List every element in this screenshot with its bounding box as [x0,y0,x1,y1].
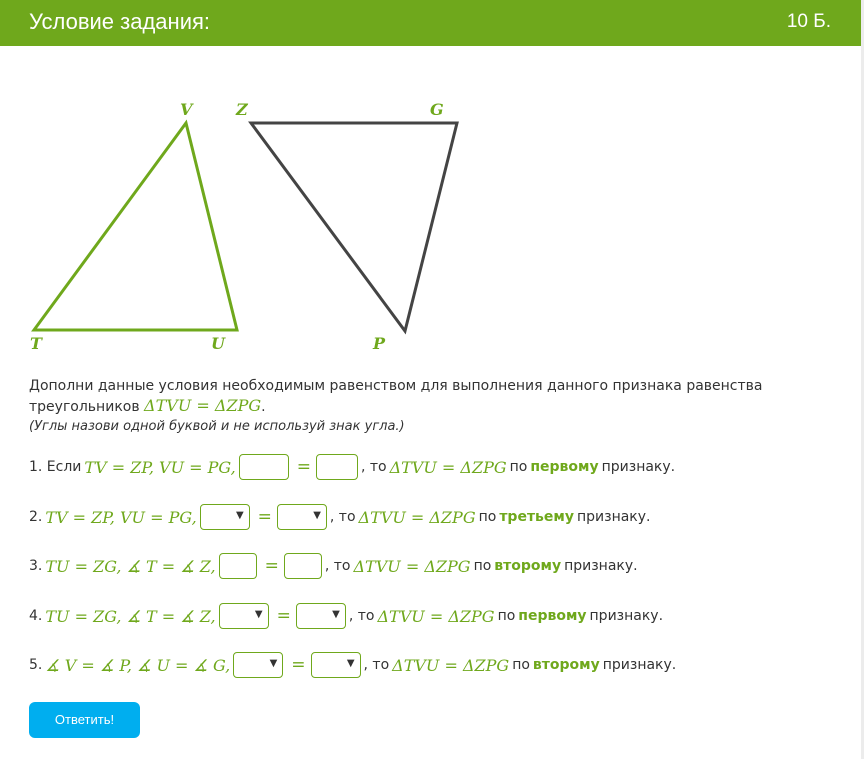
row-then: , то [348,608,375,624]
row-then: , то [324,558,351,574]
answer-select-right[interactable] [296,603,346,629]
row-po: по [512,657,530,673]
chevron-down-icon: ▼ [332,609,340,620]
answer-input-right[interactable] [316,454,358,480]
instruction-end: . [261,399,266,415]
row-condition: ∡ V = ∡ P, ∡ U = ∡ G, [45,655,231,675]
answer-input-left[interactable] [219,553,257,579]
vertex-label-z: Z [236,100,248,119]
question-row-3 [29,549,641,583]
row-number: 5. [29,657,43,673]
triangles-figure [0,46,480,366]
triangle-tvu [34,123,237,330]
row-end: признаку. [601,459,676,475]
chevron-down-icon: ▼ [346,658,355,669]
row-triangles: ΔTVU = ΔZPG [389,457,507,477]
answer-select-right[interactable] [277,504,327,530]
answer-select-left[interactable] [233,652,283,678]
equals-sign: = [296,457,311,477]
equals-sign: = [291,655,306,675]
answer-select-left[interactable] [219,603,269,629]
row-po: по [478,509,497,525]
instruction-note: (Углы назови одной буквой и не используй знак угла.) [29,419,405,434]
row-number: 2. [29,509,43,525]
chevron-down-icon: ▼ [269,658,278,669]
row-triangles: ΔTVU = ΔZPG [353,556,471,576]
row-po: по [509,459,528,475]
equals-sign: = [276,606,291,626]
vertex-label-p: P [373,334,386,353]
question-row-5 [29,648,679,682]
question-row-4 [29,599,666,633]
row-criterion: первому [518,608,587,624]
row-number: 4. [29,608,43,624]
row-end: признаку. [602,657,677,673]
row-end: признаку. [564,558,638,574]
row-condition: TV = ZP, VU = PG, [45,507,197,527]
chevron-down-icon: ▼ [254,609,263,620]
row-then: , то [329,509,356,525]
row-condition: TV = ZP, VU = PG, [84,457,236,477]
row-triangles: ΔTVU = ΔZPG [358,507,476,527]
row-then: , то [360,459,387,475]
vertex-label-v: V [180,100,193,119]
equals-sign: = [264,556,279,576]
answer-select-left[interactable] [200,504,250,530]
row-criterion: второму [532,657,600,673]
answer-input-left[interactable] [239,454,289,480]
task-instructions [29,377,789,436]
chevron-down-icon: ▼ [313,510,321,521]
equals-sign: = [257,507,272,527]
triangle-zpg [251,123,457,331]
instruction-math: ΔTVU = ΔZPG [144,396,262,415]
answer-input-right[interactable] [284,553,322,579]
answer-select-right[interactable] [311,652,361,678]
row-then: , то [363,657,390,673]
row-condition: TU = ZG, ∡ T = ∡ Z, [45,606,216,626]
row-criterion: третьему [499,509,574,525]
task-header [0,0,861,46]
row-criterion: второму [494,558,562,574]
vertex-label-u: U [211,334,225,353]
vertex-label-g: G [430,100,444,119]
row-po: по [497,608,516,624]
row-end: признаку. [589,608,664,624]
instruction-text: Дополни данные условия необходимым равенством для выполнения данного признака равенства треугольников [29,378,763,415]
row-condition: TU = ZG, ∡ T = ∡ Z, [45,556,216,576]
row-number: 3. [29,558,43,574]
row-number: 1. Если [29,459,82,475]
vertex-label-t: T [30,334,42,353]
task-title: Условие задания: [29,9,211,34]
question-row-1 [29,450,678,484]
task-points: 10 Б. [786,11,831,32]
row-po: по [473,558,492,574]
row-end: признаку. [576,509,651,525]
row-criterion: первому [530,459,599,475]
question-row-2 [29,500,654,534]
row-triangles: ΔTVU = ΔZPG [392,655,510,675]
submit-button[interactable]: Ответить! [29,702,140,738]
row-triangles: ΔTVU = ΔZPG [377,606,495,626]
chevron-down-icon: ▼ [235,510,244,521]
